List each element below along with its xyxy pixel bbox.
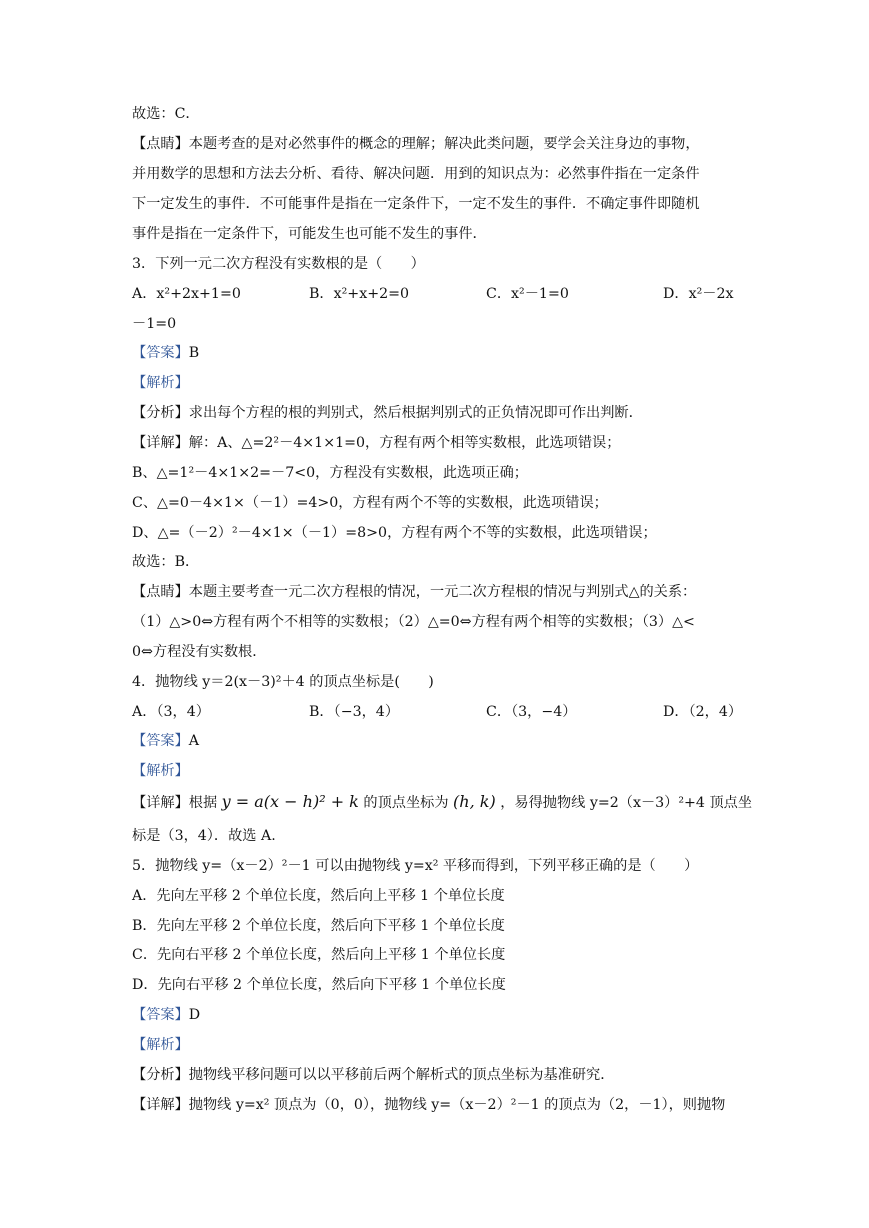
text-line [132, 314, 176, 334]
text-line [132, 552, 199, 572]
question-5-stem [132, 856, 698, 876]
answer-line [132, 1005, 200, 1025]
analysis-heading [132, 1035, 189, 1055]
text-line [132, 403, 643, 423]
section-label: 【解析】 [132, 1037, 189, 1053]
text-segment: D、△=（－2）²－4×1×（－1）=8>0，方程有两个不等的实数根，此选项错误； [132, 525, 657, 541]
text-segment: 4．抛物线 y＝2(x－3)²＋4 的顶点坐标是( ) [132, 674, 434, 690]
text-segment: 【详解】解：A、△=2²－4×1×1=0，方程有两个相等实数根，此选项错误； [132, 435, 621, 451]
math-formula: y = a(x − h)² + k [221, 792, 359, 811]
text-segment: 故选：C． [132, 106, 200, 122]
text-segment: A．先向左平移 2 个单位长度，然后向上平移 1 个单位长度 [132, 888, 505, 904]
q3-option-a: A．x²+2x+1=0 [132, 286, 241, 302]
text-segment: 【详解】抛物线 y=x² 顶点为（0，0），抛物线 y=（x－2）²－1 的顶点为（2，－1），则抛物 [132, 1097, 726, 1113]
text-line [132, 826, 276, 846]
text-segment: B [188, 345, 200, 361]
text-segment: ，易得抛物线 y=2（x－3）²+4 顶点坐 [495, 795, 753, 811]
text-line [132, 164, 700, 184]
text-segment: C、△=0－4×1×（－1）=4>0，方程有两个不等的实数根，此选项错误； [132, 495, 608, 511]
text-segment: C．先向右平移 2 个单位长度，然后向上平移 1 个单位长度 [132, 947, 506, 963]
text-line [132, 612, 695, 632]
text-segment: 标是（3，4）．故选 A. [132, 828, 276, 844]
text-line [132, 582, 696, 602]
q3-option-d: D．x²－2x [663, 286, 734, 302]
text-segment: 【点睛】本题主要考查一元二次方程根的情况，一元二次方程根的情况与判别式△的关系： [132, 584, 697, 600]
text-segment: －1=0 [132, 316, 177, 332]
q4-option-d: D．（2，4） [663, 704, 743, 720]
section-label: 【解析】 [132, 763, 189, 779]
question-3-stem [132, 254, 425, 274]
q5-option-c [132, 945, 505, 965]
text-line [132, 493, 608, 513]
q4-option-b: B．（−3，4） [309, 704, 400, 720]
text-segment: 【分析】抛物线平移问题可以以平移前后两个解析式的顶点坐标为基准研究． [132, 1067, 615, 1083]
text-segment: 事件是指在一定条件下，可能发生也可能不发生的事件． [132, 226, 487, 242]
section-label: 【解析】 [132, 375, 189, 391]
answer-line [132, 731, 199, 751]
text-line [132, 642, 266, 662]
text-segment: A [188, 733, 200, 749]
text-segment: B、△=1²－4×1×2=－7<0，方程没有实数根，此选项正确； [132, 465, 528, 481]
text-line [132, 463, 528, 483]
analysis-heading [132, 761, 189, 781]
analysis-heading [132, 373, 189, 393]
text-line [132, 1095, 725, 1115]
text-segment: 【分析】求出每个方程的根的判别式，然后根据判别式的正负情况即可作出判断． [132, 405, 643, 421]
text-line [132, 433, 620, 453]
text-line [132, 134, 700, 154]
text-segment: （1）△>0⇔方程有两个不相等的实数根；（2）△=0⇔方程有两个相等的实数根；（3）△< [132, 614, 695, 630]
text-segment: 5．抛物线 y=（x－2）²－1 可以由抛物线 y=x² 平移而得到，下列平移正确的是（ ） [132, 858, 699, 874]
section-label: 【答案】 [132, 345, 189, 361]
q5-option-d [132, 975, 506, 995]
q5-option-b [132, 916, 505, 936]
math-formula: (h, k) [453, 792, 496, 811]
section-label: 【答案】 [132, 733, 189, 749]
question-4-stem [132, 672, 434, 692]
text-segment: 3．下列一元二次方程没有实数根的是（ ） [132, 256, 425, 272]
q3-option-b: B．x²+x+2=0 [309, 286, 410, 302]
q3-option-c: C．x²－1=0 [486, 286, 569, 302]
q4-option-a: A．（3，4） [132, 704, 210, 720]
q4-option-c: C．（3，−4） [486, 704, 577, 720]
text-segment: 故选：B． [132, 554, 200, 570]
text-segment: 下一定发生的事件．不可能事件是指在一定条件下，一定不发生的事件．不确定事件即随机 [132, 196, 700, 212]
text-segment: 并用数学的思想和方法去分析、看待、解决问题．用到的知识点为：必然事件指在一定条件 [132, 166, 700, 182]
text-line [132, 1065, 614, 1085]
text-segment: 【详解】根据 [132, 795, 222, 811]
q5-option-a [132, 886, 505, 906]
text-segment: D [188, 1007, 201, 1023]
text-segment: 的顶点坐标为 [358, 795, 454, 811]
text-line [132, 224, 487, 244]
text-line [132, 104, 200, 124]
text-segment: D．先向右平移 2 个单位长度，然后向下平移 1 个单位长度 [132, 977, 506, 993]
text-segment: 0⇔方程没有实数根． [132, 644, 267, 660]
text-segment: 【点睛】本题考查的是对必然事件的概念的理解；解决此类问题，要学会关注身边的事物， [132, 136, 700, 152]
text-line [132, 523, 657, 543]
text-segment: B．先向左平移 2 个单位长度，然后向下平移 1 个单位长度 [132, 918, 505, 934]
text-line [132, 792, 752, 813]
section-label: 【答案】 [132, 1007, 189, 1023]
answer-line [132, 343, 199, 363]
text-line [132, 194, 700, 214]
